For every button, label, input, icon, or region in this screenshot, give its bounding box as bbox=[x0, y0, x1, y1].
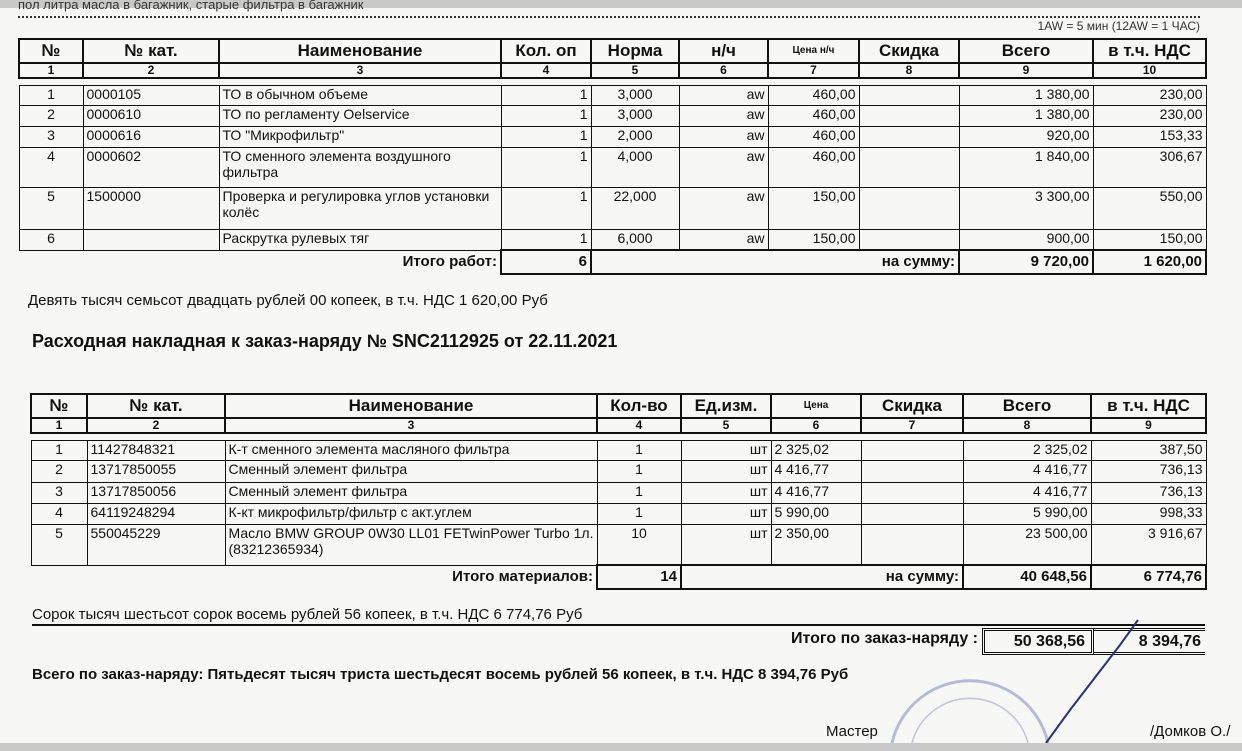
order-note: пол литра масла в багажник, старые фильтра в багажник bbox=[18, 0, 1200, 18]
cell-cat: 64119248294 bbox=[87, 503, 225, 524]
cell-qty: 1 bbox=[501, 85, 591, 105]
column-header: в т.ч. НДС bbox=[1093, 39, 1206, 63]
cell-price: 460,00 bbox=[768, 105, 859, 126]
cell-discount bbox=[861, 460, 963, 482]
cell-name: Раскрутка рулевых тяг bbox=[219, 229, 501, 250]
cell-norm: 6,000 bbox=[591, 229, 679, 250]
cell-discount bbox=[861, 503, 963, 524]
column-number: 1 bbox=[31, 418, 87, 433]
cell-vat: 153,33 bbox=[1093, 126, 1206, 147]
cell-cat: 0000616 bbox=[83, 126, 219, 147]
table-row bbox=[19, 126, 1206, 147]
column-header: Всего bbox=[959, 39, 1093, 63]
cell-discount bbox=[859, 147, 959, 187]
cell-name: ТО по регламенту Oelservice bbox=[219, 105, 501, 126]
cell-qty: 1 bbox=[501, 229, 591, 250]
cell-unit: шт bbox=[681, 440, 771, 460]
column-header: н/ч bbox=[679, 39, 768, 63]
cell-unit: aw bbox=[679, 147, 768, 187]
column-number: 6 bbox=[771, 418, 861, 433]
signature-stroke bbox=[1046, 620, 1138, 743]
materials-total-sum: 40 648,56 bbox=[963, 565, 1091, 589]
cell-n: 2 bbox=[19, 105, 83, 126]
cell-name: ТО сменного элемента воздушного фильтра bbox=[219, 147, 501, 187]
cell-n: 2 bbox=[31, 460, 87, 482]
cell-name: Сменный элемент фильтра bbox=[225, 482, 597, 503]
cell-norm: 3,000 bbox=[591, 105, 679, 126]
column-number: 4 bbox=[597, 418, 681, 433]
cell-discount bbox=[859, 85, 959, 105]
cell-cat: 0000610 bbox=[83, 105, 219, 126]
cell-cat: 550045229 bbox=[87, 524, 225, 565]
cell-qty: 10 bbox=[597, 524, 681, 565]
cell-norm: 22,000 bbox=[591, 187, 679, 229]
cell-qty: 1 bbox=[597, 460, 681, 482]
cell-unit: aw bbox=[679, 85, 768, 105]
column-number: 9 bbox=[1091, 418, 1206, 433]
cell-total: 23 500,00 bbox=[963, 524, 1091, 565]
table-row bbox=[31, 503, 1206, 524]
table-row bbox=[31, 460, 1206, 482]
cell-vat: 230,00 bbox=[1093, 85, 1206, 105]
column-header: Скидка bbox=[861, 394, 963, 418]
grand-total-sum: 50 368,56 bbox=[982, 628, 1094, 655]
cell-unit: шт bbox=[681, 460, 771, 482]
cell-n: 1 bbox=[31, 440, 87, 460]
cell-name: К-т сменного элемента масляного фильтра bbox=[225, 440, 597, 460]
materials-header-row bbox=[31, 394, 1206, 418]
works-total-sum: 9 720,00 bbox=[959, 250, 1093, 274]
aw-conversion-note: 1AW = 5 мин (12AW = 1 ЧАС) bbox=[1037, 19, 1200, 33]
column-header: Цена bbox=[771, 394, 861, 418]
cell-qty: 1 bbox=[501, 105, 591, 126]
table-row bbox=[19, 147, 1206, 187]
cell-name: Масло BMW GROUP 0W30 LL01 FETwinPower Turbo 1л. (83212365934) bbox=[225, 524, 597, 565]
cell-qty: 1 bbox=[501, 126, 591, 147]
column-number: 4 bbox=[501, 63, 591, 78]
cell-n: 5 bbox=[31, 524, 87, 565]
column-number: 6 bbox=[679, 63, 768, 78]
column-number: 8 bbox=[963, 418, 1091, 433]
cell-discount bbox=[859, 229, 959, 250]
cell-unit: шт bbox=[681, 524, 771, 565]
cell-cat: 13717850056 bbox=[87, 482, 225, 503]
table-row bbox=[19, 187, 1206, 229]
cell-cat: 1500000 bbox=[83, 187, 219, 229]
materials-sum-label: на сумму: bbox=[681, 565, 963, 589]
cell-n: 5 bbox=[19, 187, 83, 229]
cell-vat: 230,00 bbox=[1093, 105, 1206, 126]
column-header: в т.ч. НДС bbox=[1091, 394, 1206, 418]
cell-n: 4 bbox=[31, 503, 87, 524]
grand-total-label: Итого по заказ-наряду : bbox=[791, 630, 978, 647]
works-total-qty: 6 bbox=[501, 250, 591, 274]
cell-total: 4 416,77 bbox=[963, 460, 1091, 482]
cell-cat bbox=[83, 229, 219, 250]
cell-price: 460,00 bbox=[768, 126, 859, 147]
grand-total-in-words: Всего по заказ-наряду: Пятьдесят тысяч триста шестьдесят восемь рублей 56 копеек, в т.ч. НДС 8 394,76 Руб bbox=[32, 666, 849, 683]
cell-price: 2 325,02 bbox=[771, 440, 861, 460]
cell-cat: 11427848321 bbox=[87, 440, 225, 460]
works-table bbox=[18, 38, 1207, 275]
cell-total: 5 990,00 bbox=[963, 503, 1091, 524]
cell-qty: 1 bbox=[501, 147, 591, 187]
column-header: Всего bbox=[963, 394, 1091, 418]
cell-price: 4 416,77 bbox=[771, 460, 861, 482]
cell-qty: 1 bbox=[597, 482, 681, 503]
cell-qty: 1 bbox=[501, 187, 591, 229]
materials-total-vat: 6 774,76 bbox=[1091, 565, 1206, 589]
cell-vat: 998,33 bbox=[1091, 503, 1206, 524]
materials-colnum-row bbox=[31, 418, 1206, 433]
table-row bbox=[19, 105, 1206, 126]
column-number: 1 bbox=[19, 63, 83, 78]
cell-discount bbox=[859, 105, 959, 126]
cell-total: 920,00 bbox=[959, 126, 1093, 147]
cell-cat: 0000602 bbox=[83, 147, 219, 187]
materials-total-qty: 14 bbox=[597, 565, 681, 589]
materials-table bbox=[30, 393, 1207, 590]
cell-unit: aw bbox=[679, 229, 768, 250]
cell-discount bbox=[859, 187, 959, 229]
column-header: Норма bbox=[591, 39, 679, 63]
cell-price: 5 990,00 bbox=[771, 503, 861, 524]
cell-norm: 3,000 bbox=[591, 85, 679, 105]
invoice-title: Расходная накладная к заказ-наряду № SNC2112925 от 22.11.2021 bbox=[32, 331, 618, 351]
cell-vat: 150,00 bbox=[1093, 229, 1206, 250]
master-label: Мастер bbox=[826, 723, 878, 740]
column-header: Наименование bbox=[219, 39, 501, 63]
table-row bbox=[19, 85, 1206, 105]
column-number: 3 bbox=[225, 418, 597, 433]
column-header: Скидка bbox=[859, 39, 959, 63]
column-header: № кат. bbox=[87, 394, 225, 418]
cell-qty: 1 bbox=[597, 503, 681, 524]
works-colnum-row bbox=[19, 63, 1206, 78]
column-number: 8 bbox=[859, 63, 959, 78]
table-row bbox=[31, 482, 1206, 503]
cell-total: 4 416,77 bbox=[963, 482, 1091, 503]
works-header-row bbox=[19, 39, 1206, 63]
cell-norm: 4,000 bbox=[591, 147, 679, 187]
materials-sum-in-words: Сорок тысяч шестьсот сорок восемь рублей 56 копеек, в т.ч. НДС 6 774,76 Руб bbox=[32, 606, 1205, 626]
cell-cat: 13717850055 bbox=[87, 460, 225, 482]
column-number: 7 bbox=[861, 418, 963, 433]
table-row bbox=[31, 524, 1206, 565]
cell-n: 3 bbox=[19, 126, 83, 147]
cell-vat: 3 916,67 bbox=[1091, 524, 1206, 565]
column-number: 10 bbox=[1093, 63, 1206, 78]
cell-unit: шт bbox=[681, 482, 771, 503]
cell-total: 3 300,00 bbox=[959, 187, 1093, 229]
cell-discount bbox=[861, 482, 963, 503]
column-header: № bbox=[31, 394, 87, 418]
master-name: /Домков О./ bbox=[1150, 723, 1231, 740]
column-header: Наименование bbox=[225, 394, 597, 418]
cell-name: ТО "Микрофильтр" bbox=[219, 126, 501, 147]
cell-unit: шт bbox=[681, 503, 771, 524]
cell-total: 1 380,00 bbox=[959, 85, 1093, 105]
materials-total-label: Итого материалов: bbox=[452, 568, 593, 586]
column-number: 5 bbox=[591, 63, 679, 78]
column-header: Цена н/ч bbox=[768, 39, 859, 63]
column-header: Кол-во bbox=[597, 394, 681, 418]
cell-total: 900,00 bbox=[959, 229, 1093, 250]
column-number: 2 bbox=[83, 63, 219, 78]
cell-n: 1 bbox=[19, 85, 83, 105]
cell-vat: 550,00 bbox=[1093, 187, 1206, 229]
works-sum-in-words: Девять тысяч семьсот двадцать рублей 00 копеек, в т.ч. НДС 1 620,00 Руб bbox=[28, 292, 548, 309]
cell-vat: 736,13 bbox=[1091, 482, 1206, 503]
cell-vat: 306,67 bbox=[1093, 147, 1206, 187]
column-header: Ед.изм. bbox=[681, 394, 771, 418]
cell-unit: aw bbox=[679, 126, 768, 147]
table-row bbox=[31, 440, 1206, 460]
cell-unit: aw bbox=[679, 105, 768, 126]
cell-name: Проверка и регулировка углов установки колёс bbox=[219, 187, 501, 229]
cell-discount bbox=[859, 126, 959, 147]
cell-price: 150,00 bbox=[768, 229, 859, 250]
cell-price: 4 416,77 bbox=[771, 482, 861, 503]
cell-n: 4 bbox=[19, 147, 83, 187]
grand-total-vat: 8 394,76 bbox=[1094, 628, 1205, 655]
cell-total: 1 380,00 bbox=[959, 105, 1093, 126]
cell-unit: aw bbox=[679, 187, 768, 229]
cell-price: 460,00 bbox=[768, 147, 859, 187]
cell-price: 2 350,00 bbox=[771, 524, 861, 565]
cell-n: 6 bbox=[19, 229, 83, 250]
cell-total: 1 840,00 bbox=[959, 147, 1093, 187]
column-header: № bbox=[19, 39, 83, 63]
cell-vat: 387,50 bbox=[1091, 440, 1206, 460]
cell-price: 460,00 bbox=[768, 85, 859, 105]
cell-name: ТО в обычном объеме bbox=[219, 85, 501, 105]
column-header: Кол. оп bbox=[501, 39, 591, 63]
cell-name: Сменный элемент фильтра bbox=[225, 460, 597, 482]
works-sum-label: на сумму: bbox=[591, 250, 959, 274]
table-row bbox=[19, 229, 1206, 250]
cell-vat: 736,13 bbox=[1091, 460, 1206, 482]
cell-n: 3 bbox=[31, 482, 87, 503]
photo-edge-bottom bbox=[0, 743, 1242, 751]
works-total-label: Итого работ: bbox=[402, 253, 497, 271]
column-number: 9 bbox=[959, 63, 1093, 78]
cell-price: 150,00 bbox=[768, 187, 859, 229]
column-header: № кат. bbox=[83, 39, 219, 63]
column-number: 3 bbox=[219, 63, 501, 78]
column-number: 5 bbox=[681, 418, 771, 433]
works-total-vat: 1 620,00 bbox=[1093, 250, 1206, 274]
cell-name: К-кт микрофильтр/фильтр с акт.углем bbox=[225, 503, 597, 524]
cell-qty: 1 bbox=[597, 440, 681, 460]
cell-total: 2 325,02 bbox=[963, 440, 1091, 460]
total-row bbox=[31, 565, 1206, 589]
column-number: 7 bbox=[768, 63, 859, 78]
cell-cat: 0000105 bbox=[83, 85, 219, 105]
cell-norm: 2,000 bbox=[591, 126, 679, 147]
column-number: 2 bbox=[87, 418, 225, 433]
total-row bbox=[19, 250, 1206, 274]
cell-discount bbox=[861, 524, 963, 565]
cell-discount bbox=[861, 440, 963, 460]
